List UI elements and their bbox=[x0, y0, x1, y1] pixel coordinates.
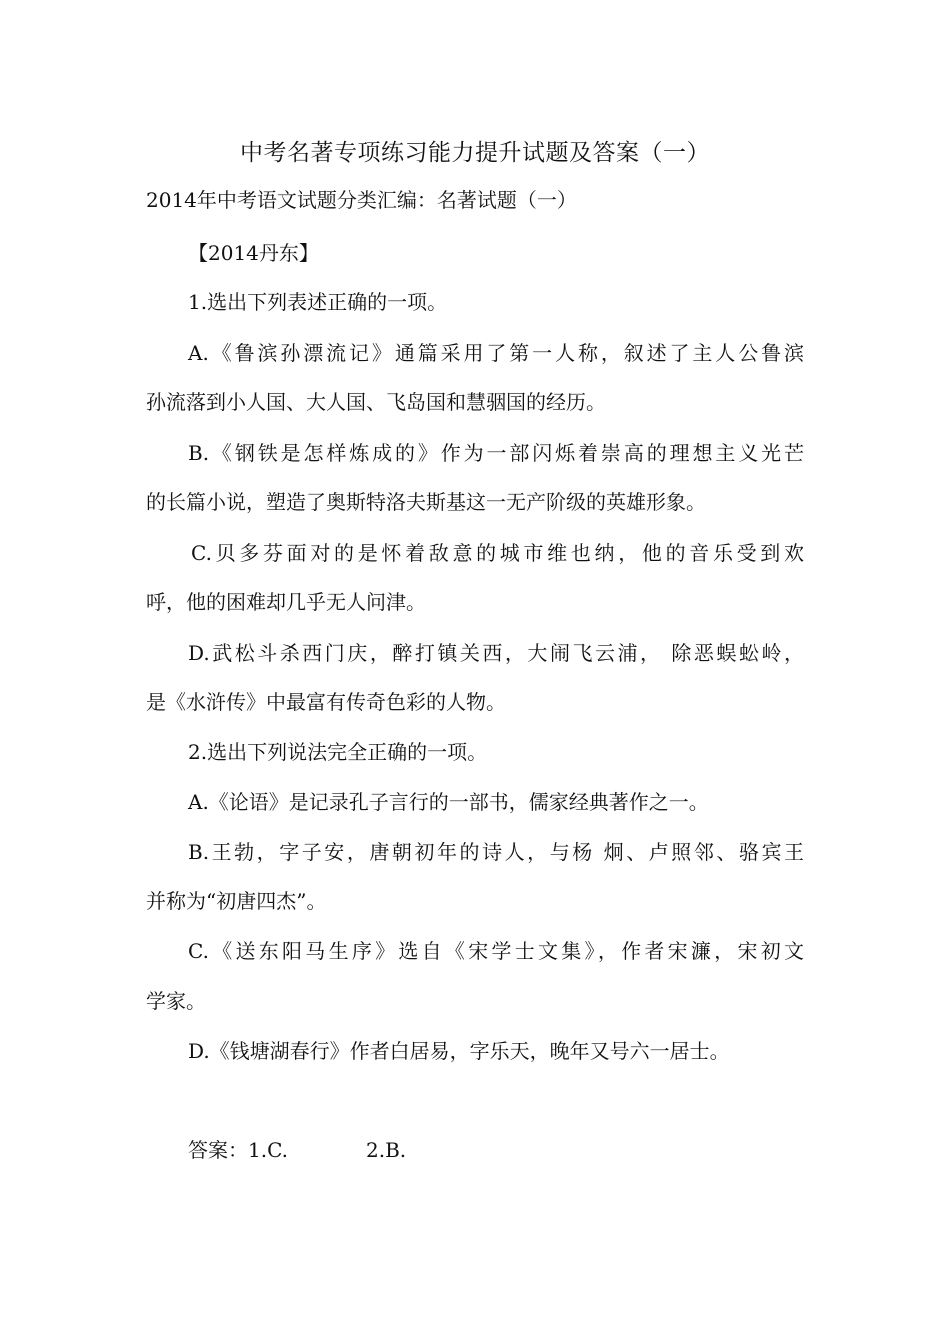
q2-option-b-line-1: B.王勃，字子安，唐朝初年的诗人，与杨 炯、卢照邻、骆宾王 bbox=[188, 840, 804, 864]
question-2-stem: 2.选出下列说法完全正确的一项。 bbox=[188, 740, 488, 764]
q2-option-d-line-1: D.《钱塘湖春行》作者白居易，字乐天，晚年又号六一居士。 bbox=[188, 1039, 730, 1063]
answer-label: 答案：1.C. bbox=[188, 1138, 289, 1162]
q1-option-c-line-1: C.贝多芬面对的是怀着敌意的城市维也纳，他的音乐受到欢 bbox=[191, 541, 804, 565]
document-title: 中考名著专项练习能力提升试题及答案（一） bbox=[240, 140, 710, 166]
q1-option-c-line-2: 呼，他的困难却几乎无人问津。 bbox=[146, 590, 426, 614]
document-subtitle: 2014年中考语文试题分类汇编：名著试题（一） bbox=[146, 188, 577, 212]
q1-option-d-line-1: D.武松斗杀西门庆，醉打镇关西，大闹飞云浦， 除恶蜈蚣岭， bbox=[188, 641, 804, 665]
q1-option-b-line-2: 的长篇小说，塑造了奥斯特洛夫斯基这一无产阶级的英雄形象。 bbox=[146, 490, 706, 514]
q1-option-d-line-2: 是《水浒传》中最富有传奇色彩的人物。 bbox=[146, 690, 506, 714]
q2-option-c-line-1: C.《送东阳马生序》选自《宋学士文集》，作者宋濂，宋初文 bbox=[188, 939, 804, 963]
q1-option-b-line-1: B.《钢铁是怎样炼成的》作为一部闪烁着崇高的理想主义光芒 bbox=[188, 441, 804, 465]
q1-option-a-line-2: 孙流落到小人国、大人国、飞岛国和慧骃国的经历。 bbox=[146, 390, 606, 414]
q2-option-c-line-2: 学家。 bbox=[146, 989, 206, 1013]
section-label: 【2014丹东】 bbox=[188, 241, 319, 265]
q1-option-a-line-1: A.《鲁滨孙漂流记》通篇采用了第一人称，叙述了主人公鲁滨 bbox=[188, 341, 804, 365]
question-1-stem: 1.选出下列表述正确的一项。 bbox=[188, 290, 448, 314]
q2-option-b-line-2: 并称为“初唐四杰”。 bbox=[146, 889, 327, 913]
answer-second: 2.B. bbox=[366, 1138, 407, 1162]
q2-option-a-line-1: A.《论语》是记录孔子言行的一部书，儒家经典著作之一。 bbox=[188, 790, 709, 814]
